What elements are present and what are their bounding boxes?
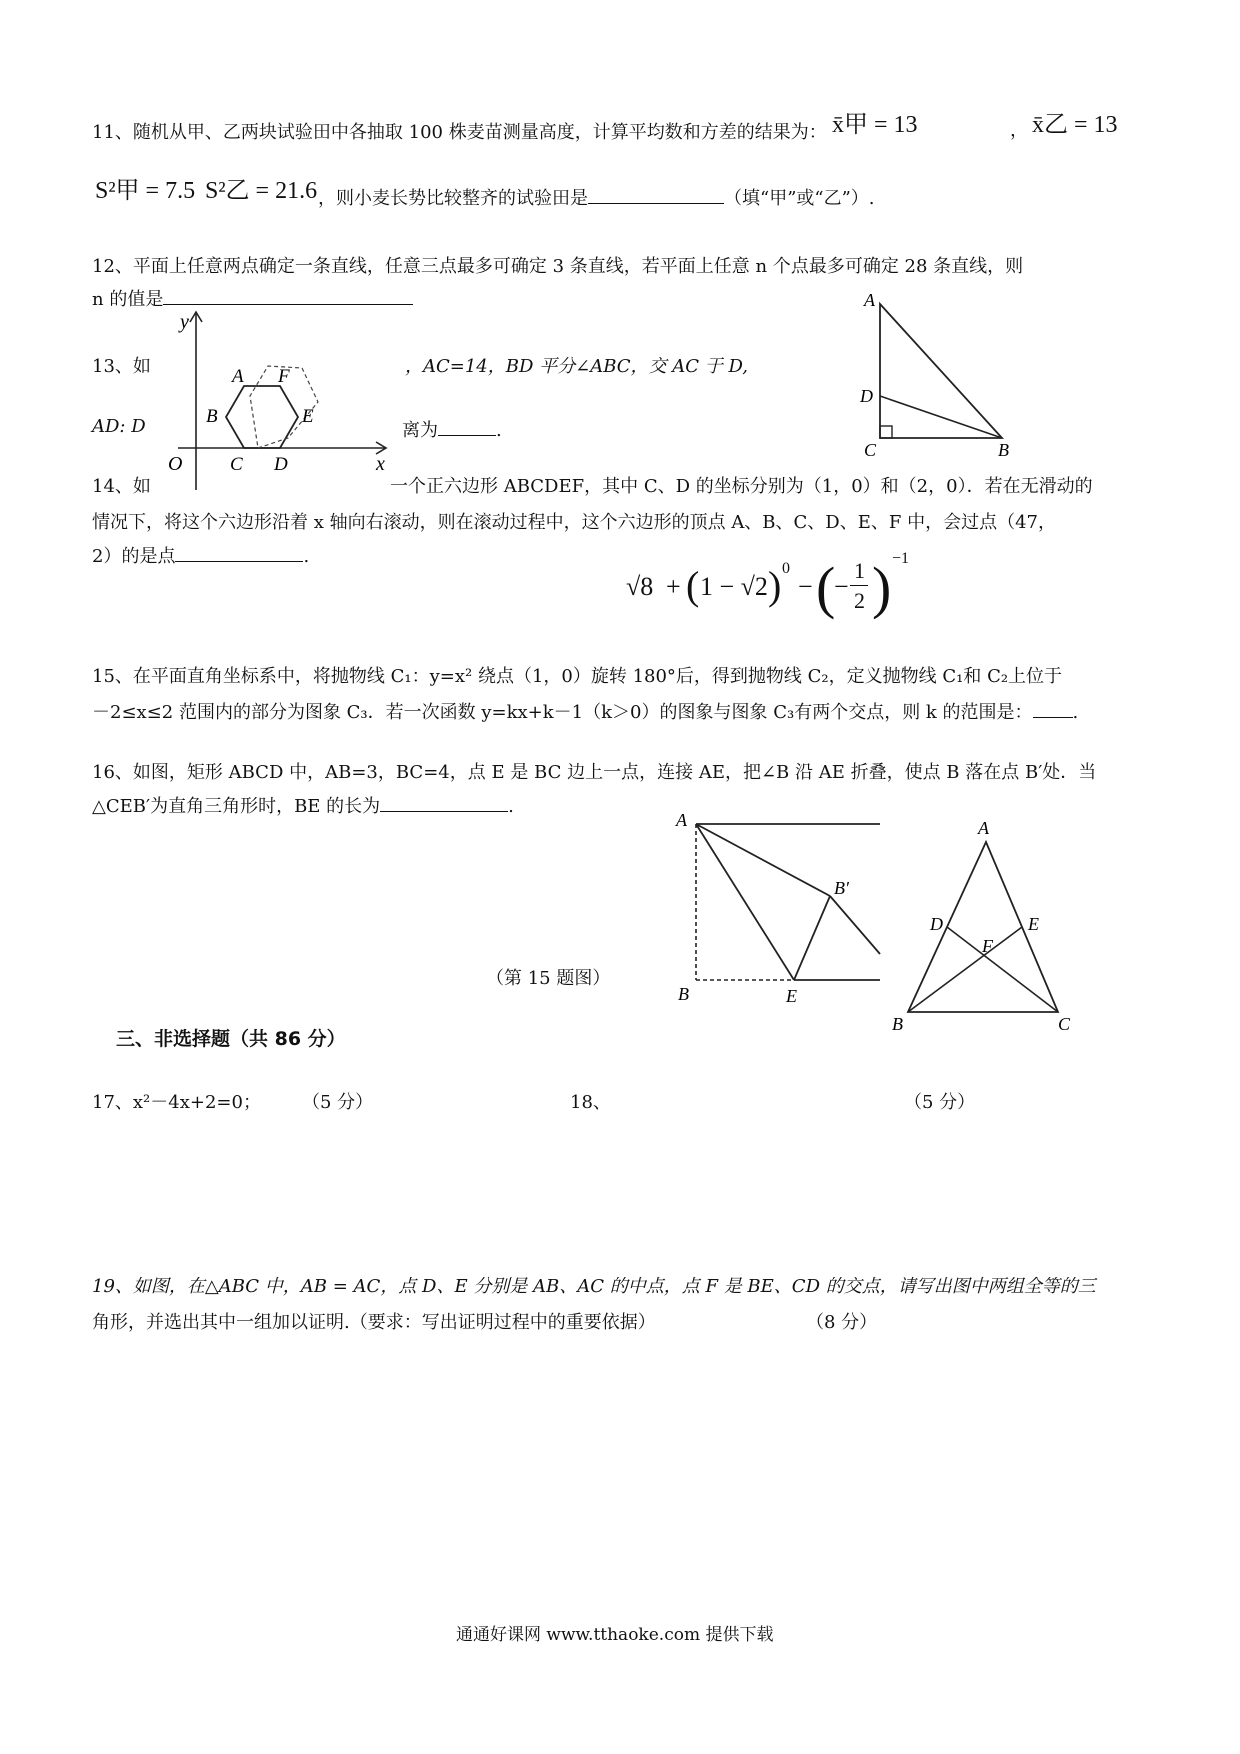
q15-line2: －2≤x≤2 范围内的部分为图象 C₃．若一次函数 y=kx+k－1（k＞0）的图象与图象 C₃有两个交点，则 k 的范围是： . (92, 698, 1078, 724)
label-b: B (678, 984, 689, 1004)
label-d: D (860, 386, 873, 406)
label-a: A (676, 810, 687, 830)
segment-b-prime-e (794, 896, 830, 980)
big-paren-close: ) (872, 555, 892, 620)
q12-answer-blank[interactable] (163, 286, 413, 305)
right-triangle-figure (850, 290, 1020, 456)
fraction-bar (850, 585, 868, 586)
q15-answer-blank[interactable] (1033, 699, 1073, 718)
page-footer: 通通好课网 www.tthaoke.com 提供下载 (456, 1625, 774, 1645)
q13-line2: 离为 . (402, 416, 502, 442)
label-x: x (376, 453, 385, 475)
label-d: D (930, 914, 943, 934)
q11-line2: ，则小麦长势比较整齐的试验田是 （填“甲”或“乙”）. (318, 184, 875, 210)
q19-line1: 19、如图，在△ABC 中，AB = AC，点 D、E 分别是 AB、AC 的中点，点 F 是 BE、CD 的交点，请写出图中两组全等的三 (92, 1276, 1096, 1297)
q11-answer-blank[interactable] (588, 185, 724, 204)
q19-score: （8 分） (806, 1312, 878, 1333)
q14-prefix: 14、如 (92, 476, 151, 497)
q11-comma: ， (1010, 120, 1028, 141)
q11-mean-yi: x̄乙 = 13 (1032, 112, 1118, 138)
label-a: A (978, 818, 989, 838)
q14-line2: 情况下，将这个六边形沿着 x 轴向右滚动，则在滚动过程中，这个六边形的顶点 A、B、C、D、E、F 中，会过点（47， (92, 512, 1056, 533)
q18-score: （5 分） (904, 1092, 976, 1113)
q14-line3: 2）的是点 . (92, 542, 309, 568)
q13-answer-blank[interactable] (438, 417, 496, 436)
q16-line1: 16、如图，矩形 ABCD 中，AB=3，BC=4，点 E 是 BC 边上一点，连接 AE，把∠B 沿 AE 折叠，使点 B 落在点 B′处．当 (92, 762, 1097, 783)
q17-score: （5 分） (302, 1092, 374, 1113)
q12-line2: n 的值是 (92, 285, 413, 311)
q16-answer-blank[interactable] (380, 793, 508, 812)
rectangle-fold-figure (668, 802, 890, 1008)
label-e: E (302, 406, 314, 427)
segment-be (908, 927, 1022, 1012)
label-e: E (1028, 914, 1039, 934)
right-angle-mark (880, 426, 892, 438)
segment-b-prime-c (830, 896, 880, 954)
label-e: E (786, 986, 797, 1006)
q17-label: 17、x²－4x+2=0； (92, 1092, 261, 1113)
segment-ab-prime (696, 824, 830, 896)
label-b: B (998, 440, 1009, 456)
label-c: C (1058, 1014, 1071, 1030)
label-c: C (864, 440, 877, 456)
q14-line1: 一个正六边形 ABCDEF，其中 C、D 的坐标分别为（1，0）和（2，0）．若在无滑动的 (390, 476, 1093, 497)
section-title: 三、非选择题（共 86 分） (116, 1028, 346, 1050)
q11-line1: 11、随机从甲、乙两块试验田中各抽取 100 株麦苗测量高度，计算平均数和方差的结果为： (92, 122, 827, 143)
q12-line1: 12、平面上任意两点确定一条直线，任意三点最多可确定 3 条直线，若平面上任意 n 个点最多可确定 28 条直线，则 (92, 256, 1024, 277)
triangle-abc (880, 304, 1002, 438)
q18-label: 18、 (570, 1092, 611, 1113)
segment-ae (696, 824, 794, 980)
segment-dc (947, 927, 1058, 1012)
q13-prefix: 13、如 (92, 356, 151, 377)
q16-line2: △CEB′为直角三角形时，BE 的长为 . (92, 792, 514, 818)
hexagon-figure (150, 306, 402, 492)
q15-line1: 15、在平面直角坐标系中，将抛物线 C₁：y=x² 绕点（1，0）旋转 180°后，得到抛物线 C₂，定义抛物线 C₁和 C₂上位于 (92, 666, 1063, 687)
big-paren-open: ( (816, 555, 836, 620)
label-b: B (206, 406, 218, 427)
figure-caption-15: （第 15 题图） (486, 968, 611, 989)
q14-answer-blank[interactable] (175, 543, 303, 562)
label-d: D (274, 454, 288, 475)
label-a: A (864, 290, 875, 310)
label-y: y (180, 311, 189, 333)
q13-line2-prefix: AD: D (92, 416, 146, 437)
q11-mean-jia: x̄甲 = 13 (832, 112, 918, 138)
q13-line1: ，AC=14，BD 平分∠ABC，交 AC 于 D, (405, 356, 749, 377)
label-c: C (230, 454, 243, 475)
label-o: O (168, 453, 183, 475)
q11-var-yi: S²乙 = 21.6 (205, 178, 318, 204)
label-f: F (982, 936, 993, 956)
label-a: A (232, 366, 244, 387)
label-b-prime: B′ (834, 878, 849, 898)
q19-line2: 角形，并选出其中一组加以证明.（要求：写出证明过程中的重要依据） (92, 1312, 656, 1333)
label-b: B (892, 1014, 903, 1030)
isosceles-triangle-figure (880, 812, 1090, 1030)
q11-var-jia: S²甲 = 7.5 (95, 178, 196, 204)
label-f: F (278, 366, 290, 387)
